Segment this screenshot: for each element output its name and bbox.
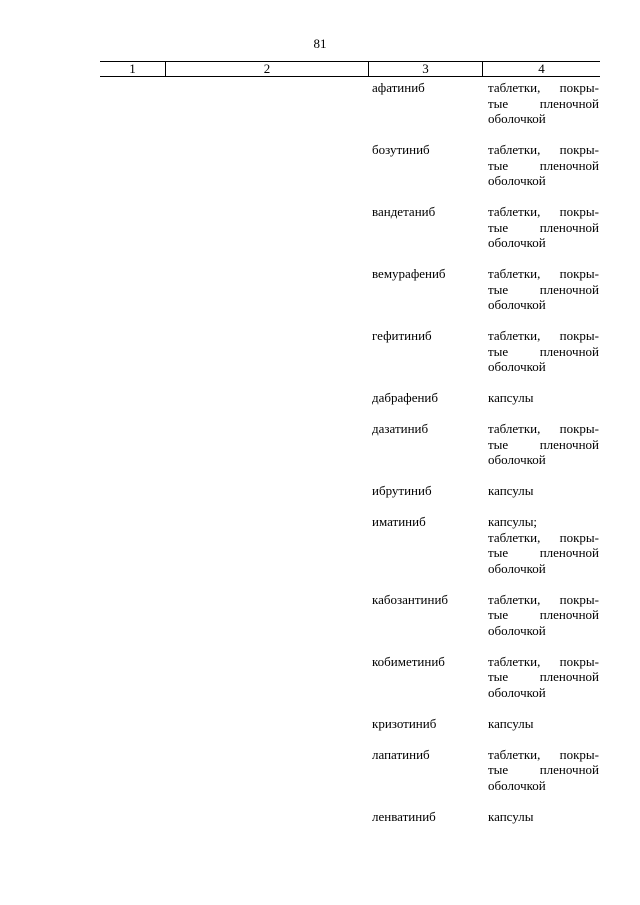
dosage-form-line: тые пленочной — [488, 343, 599, 359]
header-col-2: 2 — [166, 62, 369, 76]
dosage-form — [488, 747, 599, 794]
drug-name: вандетаниб — [372, 204, 436, 219]
drug-name: кобиметиниб — [372, 653, 445, 669]
dosage-form — [488, 809, 599, 825]
dosage-form-line: таблетки, покры- — [488, 529, 599, 545]
dosage-form-line: таблетки, покры- — [488, 142, 599, 157]
table-header — [100, 61, 600, 77]
dosage-form-line: тые пленочной — [488, 219, 599, 235]
dosage-form-line: таблетки, покры- — [488, 204, 599, 219]
dosage-form-line: капсулы — [488, 715, 534, 731]
dosage-form — [488, 328, 599, 375]
dosage-form-line: тые пленочной — [488, 281, 599, 297]
dosage-form-line: тые пленочной — [488, 436, 599, 452]
drug-name: афатиниб — [372, 80, 425, 95]
dosage-form — [488, 421, 599, 468]
dosage-form-line: капсулы; — [488, 514, 538, 529]
dosage-form-line: оболочкой — [488, 452, 546, 467]
dosage-form-line: оболочкой — [488, 622, 546, 638]
header-col-4: 4 — [538, 61, 545, 76]
dosage-form-line: оболочкой — [488, 777, 546, 793]
dosage-form-line: оболочкой — [488, 359, 546, 374]
dosage-form-line: тые пленочной — [488, 607, 599, 622]
page-number: 81 — [313, 36, 327, 51]
drug-name: гефитиниб — [372, 328, 432, 343]
dosage-form-line: таблетки, покры- — [488, 328, 599, 343]
dosage-form-line: тые пленочной — [488, 157, 599, 173]
header-col-1: 1 — [100, 62, 166, 76]
dosage-form-line: таблетки, покры- — [488, 421, 599, 436]
dosage-form-line: оболочкой — [488, 560, 546, 576]
dosage-form — [488, 514, 599, 576]
dosage-form-line: тые пленочной — [488, 762, 599, 777]
dosage-form-line: таблетки, покры- — [488, 591, 599, 607]
dosage-form-line: оболочкой — [488, 235, 546, 250]
dosage-form-line: оболочкой — [488, 684, 546, 700]
drug-name: ленватиниб — [372, 808, 436, 824]
dosage-form-line: таблетки, покры- — [488, 653, 599, 669]
dosage-form — [488, 204, 599, 251]
dosage-form-line: капсулы — [488, 390, 534, 405]
drug-name: иматиниб — [372, 514, 426, 529]
drug-name: вемурафениб — [372, 266, 446, 281]
drug-name: дабрафениб — [372, 390, 438, 405]
dosage-form-line: таблетки, покры- — [488, 80, 599, 95]
dosage-form — [488, 390, 599, 406]
drug-name: кабозантиниб — [372, 591, 449, 607]
dosage-form — [488, 483, 599, 499]
dosage-form-line: капсулы — [488, 808, 534, 824]
header-col-3: 3 — [369, 62, 483, 76]
drug-name: лапатиниб — [372, 746, 430, 762]
dosage-form-line: капсулы — [488, 483, 534, 498]
dosage-form — [488, 592, 599, 639]
dosage-form — [488, 142, 599, 189]
dosage-form — [488, 654, 599, 701]
dosage-form-line: оболочкой — [488, 111, 546, 126]
dosage-form-line: таблетки, покры- — [488, 266, 599, 281]
dosage-form — [488, 80, 599, 127]
drug-name: ибрутиниб — [372, 483, 432, 498]
drug-name: кризотиниб — [372, 715, 437, 731]
dosage-form-line: оболочкой — [488, 173, 546, 188]
dosage-form-line: таблетки, покры- — [488, 746, 599, 762]
dosage-form — [488, 266, 599, 313]
drug-name: бозутиниб — [372, 142, 430, 157]
drug-name: дазатиниб — [372, 421, 429, 436]
dosage-form-line: тые пленочной — [488, 95, 599, 111]
dosage-form-line: тые пленочной — [488, 669, 599, 684]
dosage-form-line: оболочкой — [488, 297, 546, 312]
dosage-form — [488, 716, 599, 732]
dosage-form-line: тые пленочной — [488, 545, 599, 560]
